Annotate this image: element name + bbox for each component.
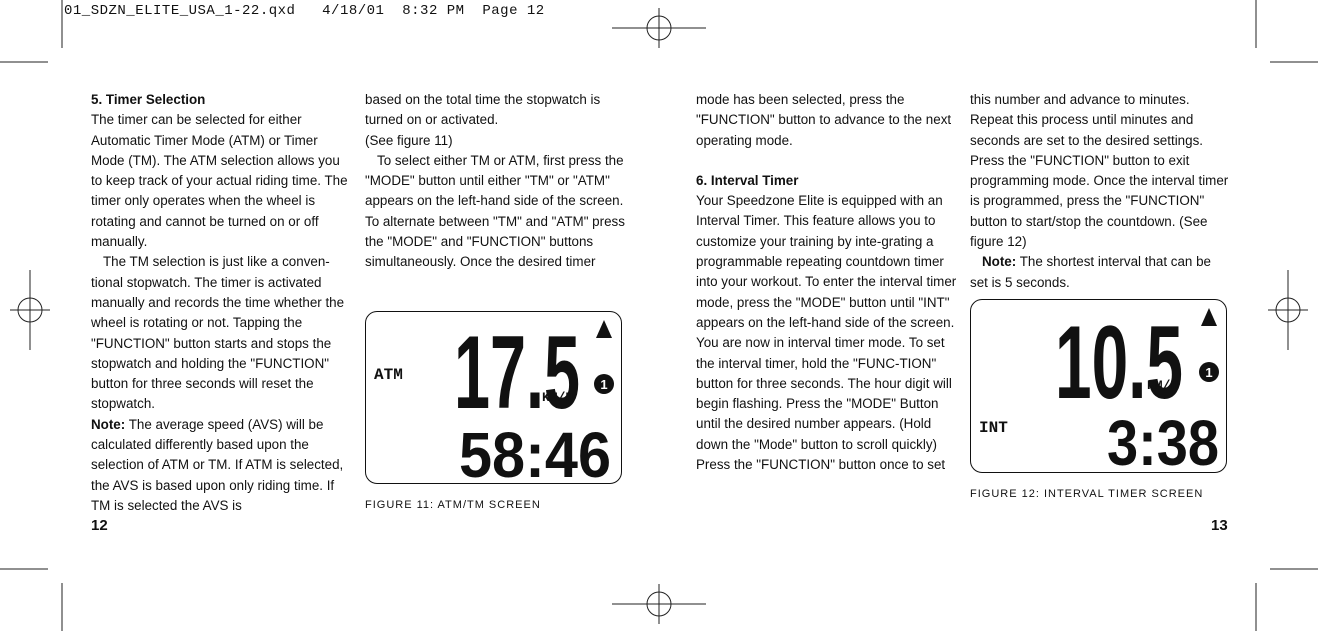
lcd-time-readout: 3:38 [1107,407,1219,474]
column-1 [91,90,351,516]
paragraph: The timer can be selected for either Automatic Timer Mode (ATM) or Timer Mode (TM). The ATM selection allows you to keep track of your actual riding time. The timer only operates when the wheel is rotating and cannot be turned on or off manually. [91,112,348,250]
figure-12-caption: FIGURE 12: INTERVAL TIMER SCREEN [970,488,1204,500]
note-text: The average speed (AVS) will be calculated differently based upon the selection of ATM or TM. If ATM is selected, the AVS is based upon only riding time. If TM is selected the AVS is [91,416,344,513]
paragraph: The TM selection is just like a conven-tional stopwatch. The timer is activated manually and records the time whether the wheel is rotating or not. Tapping the "FUNCTION" button starts and stops the stopwatch and holding the "FUNCTION" button for three seconds will reset the stopwatch. [91,254,345,412]
column-4 [970,90,1232,293]
lcd-screen-figure-11 [365,311,622,484]
up-arrow-icon [596,320,612,338]
note-label: Note: [982,254,1017,270]
paragraph: mode has been selected, press the "FUNCTION" button to advance to the next operating mode. [696,92,952,148]
lcd-mode-label: INT [979,419,1008,437]
column-3 [696,90,958,475]
paragraph: Your Speedzone Elite is equipped with an Interval Timer. This feature allows you to customize your training by inte-grating a programmable repeating countdown timer into your workout. To enter the interval timer mode, press the "MODE" button until "INT" appears on the left-hand side of the screen. You are now in interval timer mode. To set the interval timer, hold the "FUNC-TION" button for three seconds. The hour digit will begin flashing. Press the "MODE" Button until the desired number appears. (Hold down the "Mode" button to scroll quickly) Press the "FUNCTION" button once to set [696,193,957,473]
lcd-time-readout: 58:46 [459,419,611,485]
paragraph: (See figure 11) [365,132,453,148]
registration-mark-top [612,0,706,48]
note-paragraph [970,252,1232,293]
column-2 [365,90,627,273]
lcd-speed-readout: 10.5 [1055,305,1183,421]
lcd-unit-label: KM/H [542,390,574,405]
section-heading-timer-selection: 5. Timer Selection [91,92,206,107]
section-heading-interval-timer: 6. Interval Timer [696,172,799,188]
lcd-screen-figure-12 [970,299,1227,473]
figure-11-caption: FIGURE 11: ATM/TM SCREEN [365,499,541,511]
registration-mark-bottom [612,584,706,631]
note-label: Note: [91,416,126,432]
lcd-indicator-number: 1 [600,377,608,392]
lcd-speed-readout: 17.5 [454,315,580,431]
page-number-left: 12 [91,517,108,534]
page-number-right: 13 [1211,517,1228,534]
registration-mark-right [1268,270,1318,350]
registration-mark-left [0,270,50,350]
note-text: The shortest interval that can be set is 5 seconds. [970,254,1211,290]
paragraph: based on the total time the stopwatch is turned on or activated. [365,92,601,128]
lcd-mode-label: ATM [374,366,403,384]
lcd-unit-label: KM/H [1147,378,1179,393]
lcd-indicator-number: 1 [1205,365,1213,380]
paragraph: this number and advance to minutes. Repeat this process until minutes and seconds are set to the desired settings. Press the "FUNCTION" button to exit programming mode. Once the interval timer is programmed, press the "FUNCTION" button to start/stop the countdown. (See figure 12) [970,92,1229,250]
file-slug: 01_SDZN_ELITE_USA_1-22.qxd 4/18/01 8:32 PM Page 12 [64,3,545,19]
paragraph: To select either TM or ATM, first press the "MODE" button until either "TM" or "ATM" appears on the left-hand side of the screen. To alternate between "TM" and "ATM" press the "MODE" and "FUNCTION" buttons simultaneously. Once the desired timer [365,152,625,270]
note-paragraph [91,415,351,516]
up-arrow-icon [1201,308,1217,326]
